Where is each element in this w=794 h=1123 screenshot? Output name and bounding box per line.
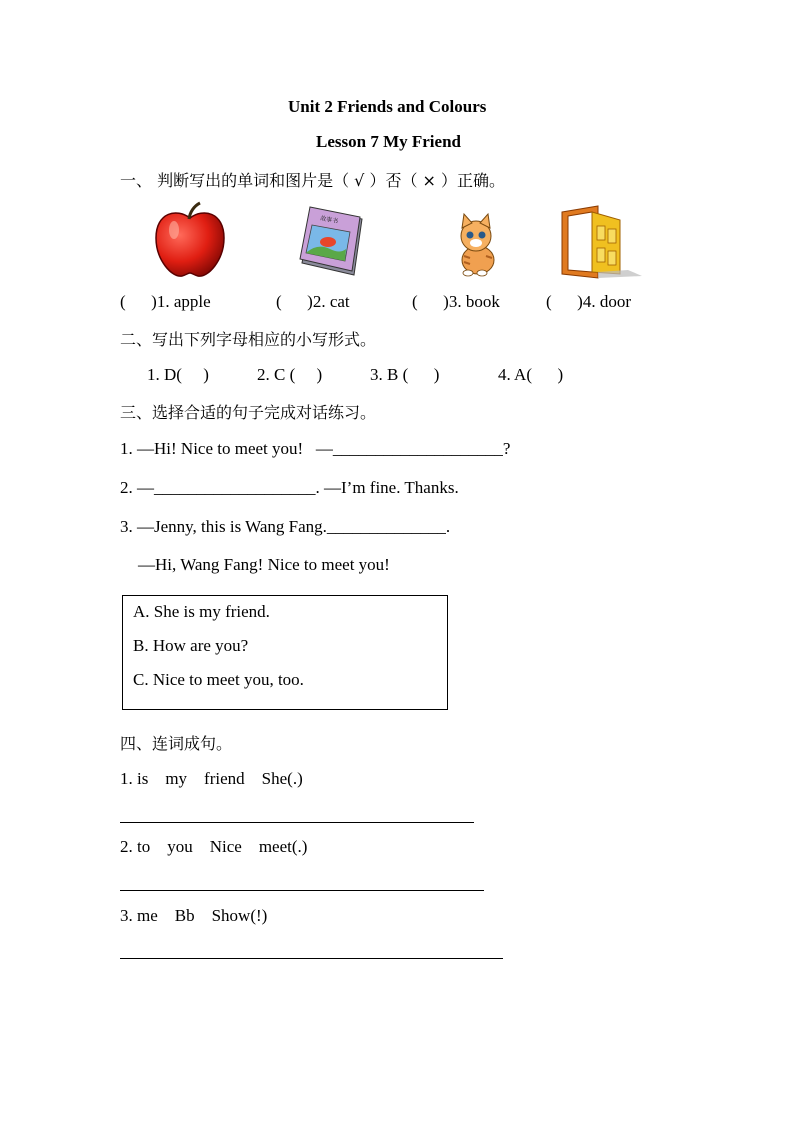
book-cover-text: 故事书 bbox=[319, 216, 339, 226]
part2-item-4: 4. A( ) bbox=[498, 365, 564, 384]
part1-heading: 一、 判断写出的单词和图片是（ √ ）否（ × ）正确。 bbox=[120, 171, 506, 190]
part4-item-1: 1. is my friend She(.) bbox=[120, 769, 303, 788]
part2-item-1: 1. D( ) bbox=[147, 365, 209, 384]
part1-item-4: ( )4. door bbox=[546, 292, 631, 311]
part1-item-2: ( )2. cat bbox=[276, 292, 350, 311]
dialogue-question-3-reply: —Hi, Wang Fang! Nice to meet you! bbox=[138, 555, 390, 574]
option-b: B. How are you? bbox=[133, 636, 249, 655]
part1-item-3: ( )3. book bbox=[412, 292, 500, 311]
answer-line-1 bbox=[120, 822, 474, 823]
answer-line-3 bbox=[120, 958, 503, 959]
lesson-title: Lesson 7 My Friend bbox=[316, 132, 461, 151]
part4-heading: 四、连词成句。 bbox=[120, 734, 233, 753]
book-picture bbox=[298, 205, 366, 277]
part1-item-1: ( )1. apple bbox=[120, 292, 211, 311]
part4-item-3: 3. me Bb Show(!) bbox=[120, 906, 268, 925]
part4-item-2: 2. to you Nice meet(.) bbox=[120, 837, 308, 856]
part2-item-2: 2. C ( ) bbox=[257, 365, 323, 384]
part2-heading: 二、写出下列字母相应的小写形式。 bbox=[120, 330, 377, 349]
apple-picture bbox=[152, 200, 228, 280]
option-a: A. She is my friend. bbox=[133, 602, 270, 621]
worksheet-title: Unit 2 Friends and Colours bbox=[288, 97, 487, 116]
answer-line-2 bbox=[120, 890, 484, 891]
dialogue-question-1: 1. —Hi! Nice to meet you! —____________________? bbox=[120, 439, 511, 458]
door-picture bbox=[558, 204, 644, 280]
part3-heading: 三、选择合适的句子完成对话练习。 bbox=[120, 403, 377, 422]
cat-picture bbox=[452, 212, 502, 278]
part2-item-3: 3. B ( ) bbox=[370, 365, 440, 384]
dialogue-question-3: 3. —Jenny, this is Wang Fang.______________. bbox=[120, 517, 451, 536]
option-c: C. Nice to meet you, too. bbox=[133, 670, 304, 689]
dialogue-question-2: 2. —___________________. —I’m fine. Thanks. bbox=[120, 478, 459, 497]
